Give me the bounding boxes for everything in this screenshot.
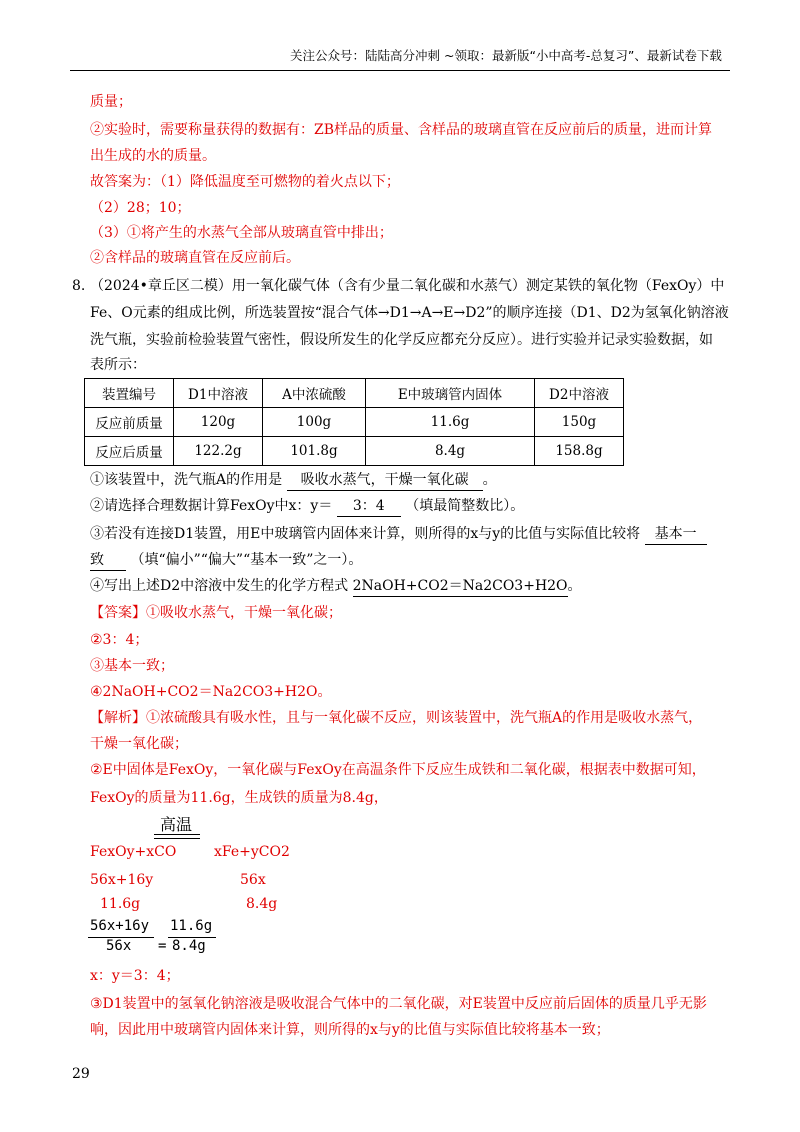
page-number: 29 xyxy=(72,1066,90,1082)
analysis-line-6: 响，因此用中玻璃管内固体来计算，则所得的x与y的比值与实际值比较将基本一致； xyxy=(90,1022,610,1038)
mass-line-2-left: 11.6g xyxy=(100,896,141,912)
subquestion-2-text: ②请选择合理数据计算FexOy中x：y＝ xyxy=(90,498,333,514)
ratio-result: x：y＝3：4； xyxy=(90,968,180,984)
analysis-line-5: ③D1装置中的氢氧化钠溶液是吸收混合气体中的二氧化碳，对E装置中反应前后固体的质量几乎无影 xyxy=(90,996,707,1012)
subquestion-1-tail: 。 xyxy=(482,472,497,488)
equation-right: xFe+yCO2 xyxy=(214,844,290,860)
analysis-line-1: 【解析】①浓硫酸具有吸水性，且与一氧化碳不反应，则该装置中，洗气瓶A的作用是吸收水蒸气， xyxy=(90,710,703,726)
table-header-cell: D2中溶液 xyxy=(535,379,624,408)
header-rule xyxy=(70,70,730,71)
reaction-arrow xyxy=(154,834,200,839)
table-row xyxy=(85,408,624,437)
page-header: 关注公众号：陆陆高分冲刺 ~领取：最新版“小中高考-总复习”、最新试卷下载 xyxy=(290,48,722,63)
prev-line-1: 质量； xyxy=(90,94,132,110)
subquestion-2 xyxy=(90,496,524,517)
answer-line-3: ③基本一致； xyxy=(90,658,174,674)
subquestion-2-tail: （填最简整数比）。 xyxy=(405,498,525,514)
analysis-line-3: ②E中固体是FexOy，一氧化碳与FexOy在高温条件下反应生成铁和二氧化碳，根据表中数据可知， xyxy=(90,762,706,778)
question-line-3: 洗气瓶，实验前检验装置气密性，假设所发生的化学反应都充分反应）。进行实验并记录实验数据，如 xyxy=(90,332,713,348)
table-header-cell: A中浓硫酸 xyxy=(263,379,366,408)
table-row xyxy=(85,437,624,466)
question-line-4: 表所示： xyxy=(90,357,146,373)
analysis-line-4: FexOy的质量为11.6g，生成铁的质量为8.4g， xyxy=(90,790,388,806)
fraction-left-denominator: 56x xyxy=(106,938,132,954)
table-cell: 150g xyxy=(535,408,624,437)
question-number: 8. xyxy=(72,278,86,294)
table-cell: 反应前质量 xyxy=(85,408,174,437)
answer-line-1: 【答案】①吸收水蒸气，干燥一氧化碳； xyxy=(90,605,342,621)
fraction-right-numerator: 11.6g xyxy=(170,918,213,934)
subquestion-3 xyxy=(90,524,707,545)
answer-line-2: ②3：4； xyxy=(90,632,149,648)
table-header-row xyxy=(85,379,624,408)
mass-line-2-right: 8.4g xyxy=(246,896,278,912)
question-line-1: （2024•章丘区二模）用一氧化碳气体（含有少量二氧化碳和水蒸气）测定某铁的氧化物（FexOy）中 xyxy=(90,278,725,294)
subquestion-4-answer: 2NaOH+CO2＝Na2CO3+H2O xyxy=(353,576,568,597)
subquestion-1-answer: 吸收水蒸气，干燥一氧化碳 xyxy=(287,470,483,491)
subquestion-3-cont xyxy=(90,550,362,571)
fraction-left-numerator: 56x+16y xyxy=(90,918,150,934)
question-line-2: Fe、O元素的组成比例，所选装置按“混合气体→D1→A→E→D2”的顺序连接（D1、D2为氢氧化钠溶液 xyxy=(90,305,729,321)
subquestion-3-answer-b: 致 xyxy=(90,550,126,571)
mass-line-1-left: 56x+16y xyxy=(90,872,154,888)
subquestion-2-answer: 3：4 xyxy=(337,496,401,517)
table-cell: 122.2g xyxy=(174,437,263,466)
table-cell: 158.8g xyxy=(535,437,624,466)
equation-left: FexOy+xCO xyxy=(90,844,177,860)
subquestion-3-tail: （填“偏小”“偏大”“基本一致”之一）。 xyxy=(130,552,363,568)
table-header-cell: 装置编号 xyxy=(85,379,174,408)
subquestion-3-text: ③若没有连接D1装置，用E中玻璃管内固体来计算，则所得的x与y的比值与实际值比较将 xyxy=(90,526,641,542)
table-cell: 101.8g xyxy=(263,437,366,466)
prev-line-2: ②实验时，需要称量获得的数据有：ZB样品的质量、含样品的玻璃直管在反应前后的质量，进而计算 xyxy=(90,122,713,138)
prev-line-5: （2）28；10； xyxy=(90,200,191,216)
table-header-cell: D1中溶液 xyxy=(174,379,263,408)
fraction-equals: = xyxy=(158,938,167,954)
table-cell: 8.4g xyxy=(366,437,535,466)
reaction-condition: 高温 xyxy=(160,815,193,834)
prev-line-4: 故答案为：（1）降低温度至可燃物的着火点以下； xyxy=(90,174,400,190)
subquestion-3-answer-a: 基本一 xyxy=(645,524,707,545)
subquestion-1 xyxy=(90,470,497,491)
prev-line-6: （3）①将产生的水蒸气全部从玻璃直管中排出； xyxy=(90,225,393,241)
mass-line-1-right: 56x xyxy=(240,872,266,888)
subquestion-4-text: ④写出上述D2中溶液中发生的化学方程式 xyxy=(90,578,349,594)
table-cell: 100g xyxy=(263,408,366,437)
table-header-cell: E中玻璃管内固体 xyxy=(366,379,535,408)
prev-line-3: 出生成的水的质量。 xyxy=(90,148,216,164)
answer-line-4: ④2NaOH+CO2＝Na2CO3+H2O。 xyxy=(90,684,332,700)
table-cell: 11.6g xyxy=(366,408,535,437)
subquestion-4-tail: 。 xyxy=(567,578,582,594)
table-cell: 120g xyxy=(174,408,263,437)
data-table xyxy=(84,378,624,466)
table-cell: 反应后质量 xyxy=(85,437,174,466)
subquestion-4 xyxy=(90,576,582,597)
subquestion-1-text: ①该装置中，洗气瓶A的作用是 xyxy=(90,472,283,488)
analysis-line-2: 干燥一氧化碳； xyxy=(90,736,188,752)
prev-line-7: ②含样品的玻璃直管在反应前后。 xyxy=(90,250,300,266)
fraction-right-denominator: 8.4g xyxy=(172,938,206,954)
